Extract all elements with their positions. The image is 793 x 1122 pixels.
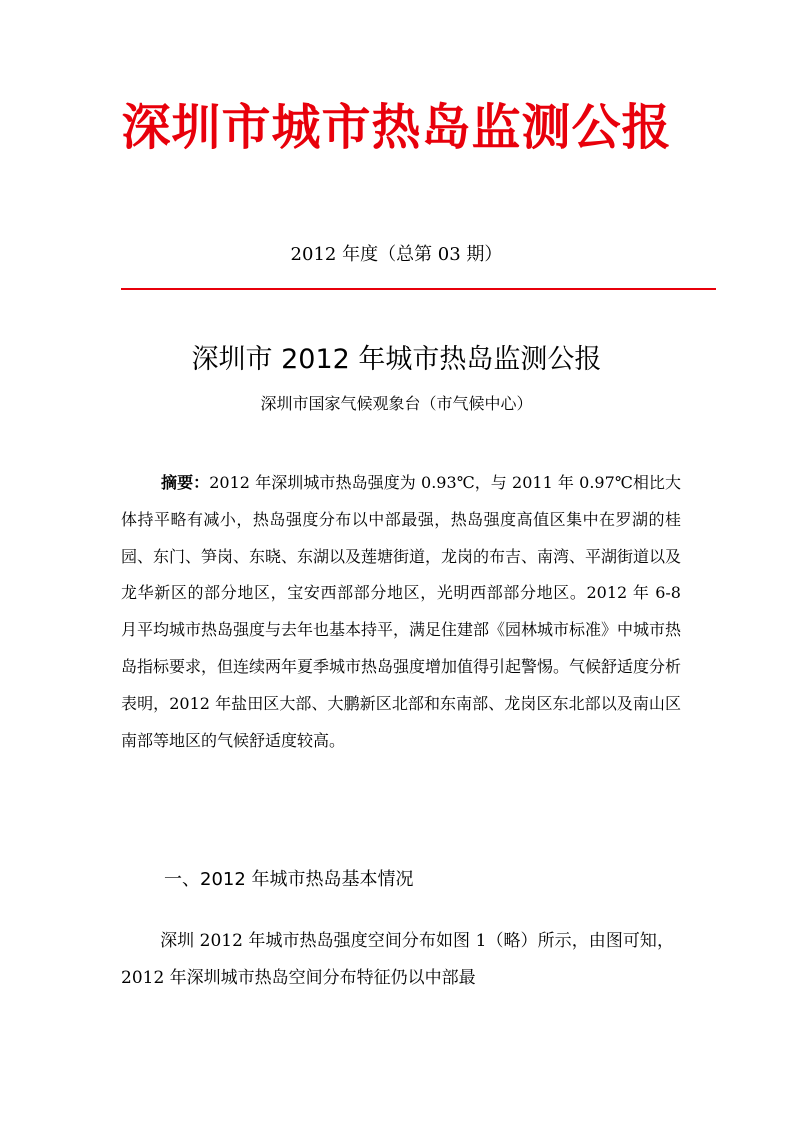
report-author: 深圳市国家气候观象台（市气候中心） [260,394,533,413]
abstract-paragraph [121,465,681,759]
abstract-text: 2012 年深圳城市热岛强度为 0.93℃，与 2011 年 0.97℃相比大体持平略有减小，热岛强度分布以中部最强，热岛强度高值区集中在罗湖的桂园、东门、笋岗、东晓、东湖以及莲塘街道，龙岗的布吉、南湾、平湖街道以及龙华新区的部分地区，宝安西部部分地区，光明西部部分地区。2012 年 6-8 月平均城市热岛强度与去年也基本持平，满足住建部《园林城市标准》中城市热岛指标要求，但连续两年夏季城市热岛强度增加值得引起警惕。气候舒适度分析表明，2012 年盐田区大部、大鹏新区北部和东南部、龙岗区东北部以及南山区南部等地区的气候舒适度较高。 [121,473,682,750]
section-heading: 一、2012 年城市热岛基本情况 [164,869,414,890]
red-divider [121,288,716,290]
masthead-title: 深圳市城市热岛监测公报 [121,98,672,156]
abstract-label: 摘要： [161,473,210,492]
section-paragraph: 深圳 2012 年城市热岛强度空间分布如图 1（略）所示，由图可知，2012 年深圳城市热岛空间分布特征仍以中部最 [121,931,674,988]
report-title: 深圳市 2012 年城市热岛监测公报 [191,344,602,375]
issue-number: 2012 年度（总第 03 期） [290,244,503,265]
